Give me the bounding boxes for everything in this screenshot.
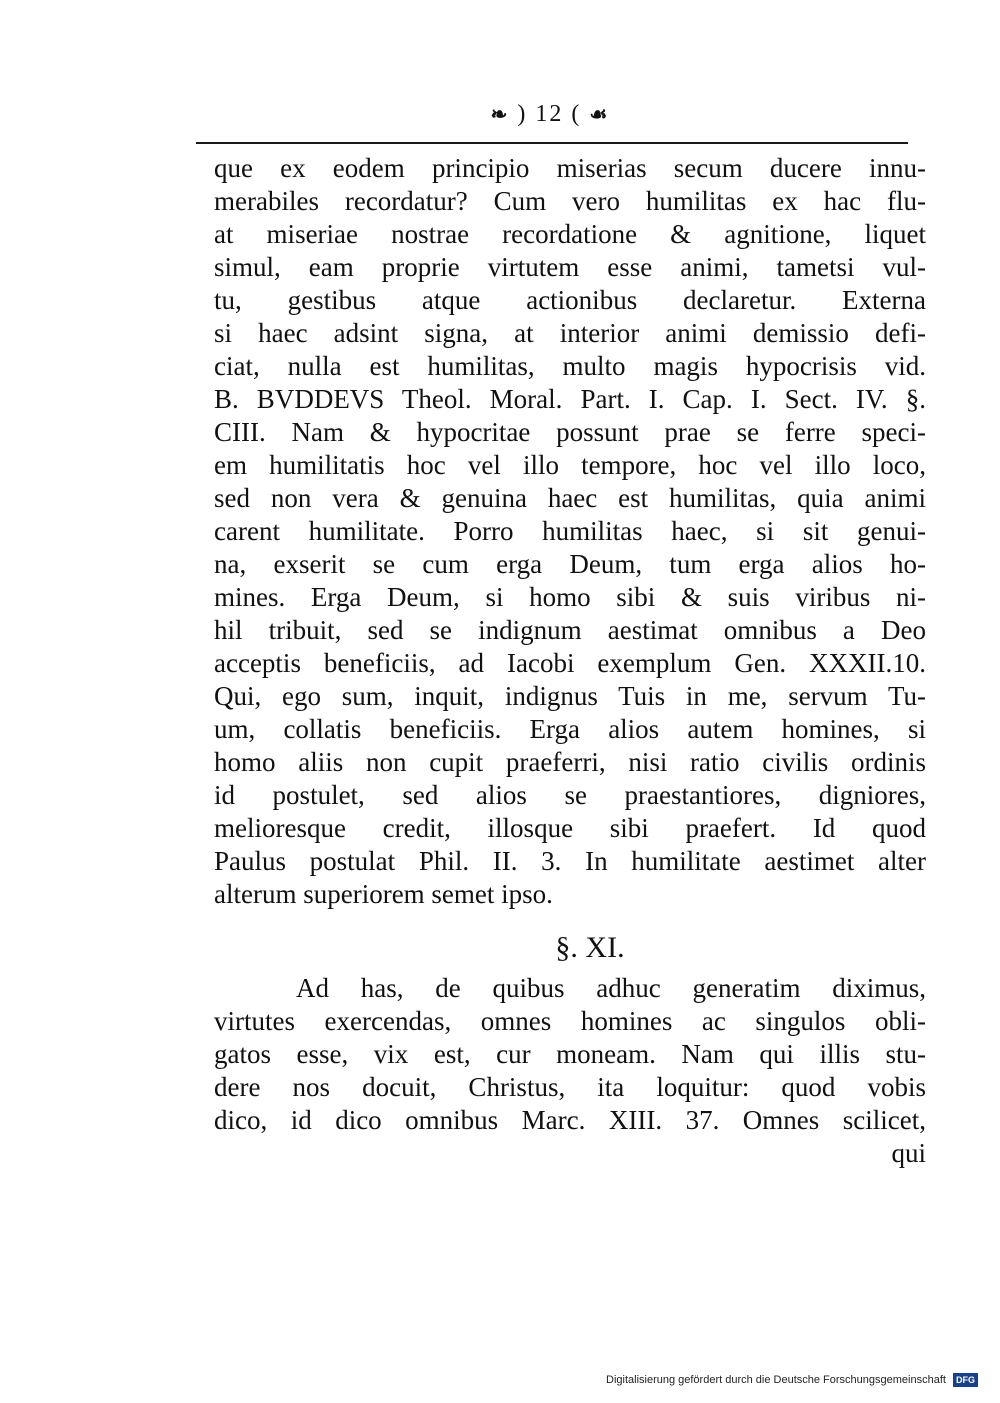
paragraph-1 [214, 152, 926, 911]
text-line: Qui, ego sum, inquit, indignus Tuis in me, servum Tu- [214, 681, 926, 711]
text-line: em humilitatis hoc vel illo tempore, hoc vel illo loco, [214, 450, 926, 480]
text-line: alterum superiorem semet ipso. [214, 879, 553, 909]
text-line: hil tribuit, sed se indignum aestimat omnibus a Deo [214, 615, 926, 645]
text-line: B. BVDDEVS Theol. Moral. Part. I. Cap. I. Sect. IV. §. [214, 384, 926, 414]
dfg-logo-icon: DFG [953, 1373, 978, 1387]
text-line: ciat, nulla est humilitas, multo magis hypocrisis vid. [214, 351, 926, 381]
text-line: homo aliis non cupit praeferri, nisi ratio civilis ordinis [214, 747, 926, 777]
text-line: virtutes exercendas, omnes homines ac singulos obli- [214, 1006, 926, 1036]
text-line: Ad has, de quibus adhuc generatim diximus, [296, 973, 926, 1003]
text-line: CIII. Nam & hypocritae possunt prae se ferre speci- [214, 417, 926, 447]
right-ornament-icon: ☙ [589, 104, 610, 127]
text-line: dico, id dico omnibus Marc. XIII. 37. Omnes scilicet, [214, 1105, 926, 1135]
text-line: melioresque credit, illosque sibi praefert. Id quod [214, 813, 926, 843]
text-line: merabiles recordatur? Cum vero humilitas ex hac flu- [214, 186, 926, 216]
catchword: qui [891, 1138, 926, 1168]
page-number: ) 12 ( [517, 101, 582, 127]
text-line: Paulus postulat Phil. II. 3. In humilitate aestimet alter [214, 846, 926, 876]
text-line: id postulet, sed alios se praestantiores, digniores, [214, 780, 926, 810]
text-line: sed non vera & genuina haec est humilitas, quia animi [214, 483, 926, 513]
header-rule [196, 142, 908, 144]
text-line: que ex eodem principio miserias secum ducere innu- [214, 153, 926, 183]
text-line: na, exserit se cum erga Deum, tum erga alios ho- [214, 549, 926, 579]
paragraph-2 [214, 972, 926, 1170]
credit-text: Digitalisierung gefördert durch die Deutsche Forschungsgemeinschaft [606, 1374, 946, 1386]
digitization-credit [606, 1372, 978, 1388]
text-line: gatos esse, vix est, cur moneam. Nam qui illis stu- [214, 1039, 926, 1069]
text-line: si haec adsint signa, at interior animi demissio defi- [214, 318, 926, 348]
text-line: um, collatis beneficiis. Erga alios autem homines, si [214, 714, 926, 744]
text-line: mines. Erga Deum, si homo sibi & suis viribus ni- [214, 582, 926, 612]
text-line: tu, gestibus atque actionibus declaretur. Externa [214, 285, 926, 315]
text-line: carent humilitate. Porro humilitas haec, si sit genui- [214, 516, 926, 546]
text-line: at miseriae nostrae recordatione & agnitione, liquet [214, 219, 926, 249]
text-line: dere nos docuit, Christus, ita loquitur: quod vobis [214, 1072, 926, 1102]
page-header [430, 96, 670, 133]
left-ornament-icon: ❧ [490, 104, 510, 127]
text-line: simul, eam proprie virtutem esse animi, tametsi vul- [214, 252, 926, 282]
section-heading: §. XI. [555, 931, 625, 964]
text-line: acceptis beneficiis, ad Iacobi exemplum Gen. XXXII.10. [214, 648, 926, 678]
